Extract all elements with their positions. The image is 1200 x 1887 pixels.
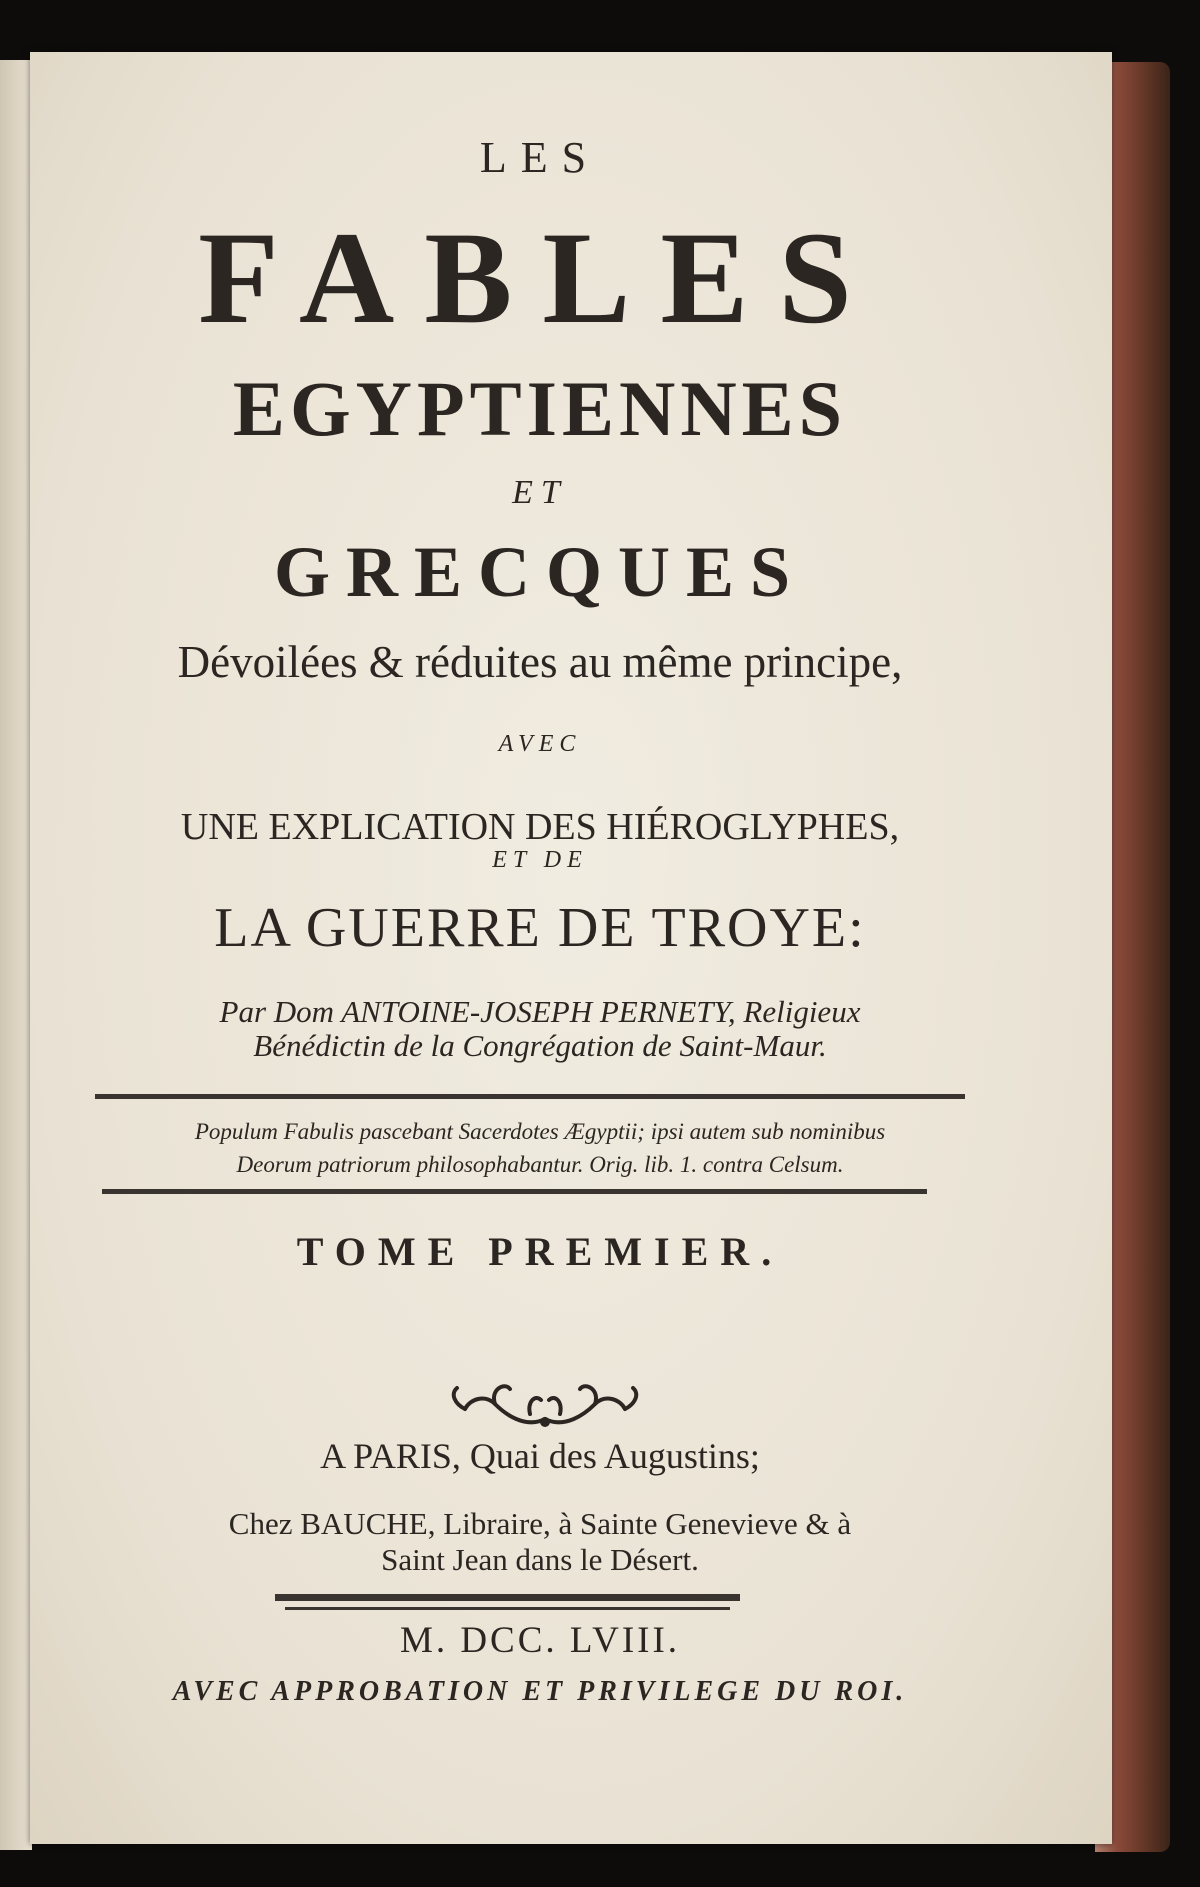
imprint-line-1: Chez BAUCHE, Libraire, à Sainte Genevieve & à [228, 1506, 852, 1541]
rule-top [95, 1094, 965, 1099]
author-line-2: Bénédictin de la Congrégation de Saint-Maur. [253, 1028, 827, 1063]
title-fables: FABLES [198, 204, 882, 351]
title-grecques: GRECQUES [273, 532, 807, 612]
subtitle-explication: UNE EXPLICATION DES HIÉROGLYPHES, [180, 806, 900, 848]
imprint-line-2: Saint Jean dans le Désert. [381, 1542, 699, 1577]
imprint-city: A PARIS, Quai des Augustins; [320, 1436, 760, 1476]
volume: TOME PREMIER. [296, 1229, 784, 1274]
author-line-1: Par Dom ANTOINE-JOSEPH PERNETY, Religieux [219, 994, 861, 1029]
subtitle-devoilees: Dévoilées & réduites au même principe, [177, 637, 903, 687]
year: M. DCC. LVIII. [399, 1620, 681, 1661]
facing-page-edge [0, 60, 32, 1850]
double-rule-thick [275, 1594, 740, 1601]
subtitle-avec: AVEC [498, 731, 582, 757]
subtitle-et-de: ET DE [492, 847, 588, 873]
fleuron-ornament-icon [435, 1374, 655, 1434]
epigraph-line-2: Deorum patriorum philosophabantur. Orig. lib. 1. contra Celsum. [236, 1152, 844, 1177]
rule-bottom [102, 1189, 927, 1194]
title-et: ET [512, 474, 568, 511]
subtitle-guerre: LA GUERRE DE TROYE: [214, 897, 866, 959]
title-egyptiennes: EGYPTIENNES [232, 365, 848, 452]
epigraph-line-1: Populum Fabulis pascebant Sacerdotes Ægyptii; ipsi autem sub nominibus [194, 1119, 886, 1144]
title-page [30, 52, 1112, 1844]
title-les: LES [479, 133, 601, 182]
double-rule-thin [285, 1607, 730, 1610]
privilege: AVEC APPROBATION ET PRIVILEGE DU ROI. [172, 1676, 908, 1707]
